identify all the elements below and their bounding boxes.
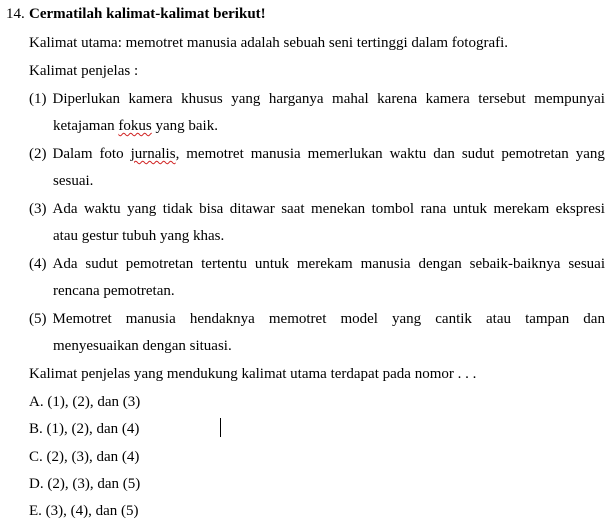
word: foto bbox=[99, 146, 124, 162]
word: tersebut bbox=[478, 91, 526, 107]
item-3-number: (3) bbox=[29, 201, 47, 217]
word: bisa bbox=[199, 201, 224, 217]
word: jurnalis, bbox=[130, 146, 180, 162]
word: yang bbox=[231, 91, 261, 107]
word: tombol bbox=[371, 201, 415, 217]
word: sudut bbox=[461, 146, 495, 162]
item-2-text bbox=[53, 145, 606, 163]
word: yang bbox=[127, 201, 157, 217]
word: ditawar bbox=[229, 201, 275, 217]
word: kamera bbox=[128, 91, 173, 107]
item-4-line-1 bbox=[29, 255, 605, 273]
question-prompt: Kalimat penjelas yang mendukung kalimat utama terdapat pada nomor . . . bbox=[29, 366, 477, 382]
item-4-text bbox=[53, 255, 606, 273]
word: tertentu bbox=[201, 256, 247, 272]
word: merekam bbox=[296, 256, 353, 272]
word: sudut bbox=[85, 256, 118, 272]
word: ekspresi bbox=[555, 201, 605, 217]
item-1-text bbox=[53, 90, 606, 108]
item-1-line-2-before: ketajaman bbox=[53, 118, 119, 134]
word: model bbox=[340, 311, 378, 327]
word: cantik bbox=[435, 311, 472, 327]
word: dengan bbox=[418, 256, 462, 272]
item-1-line-2-after: yang baik. bbox=[151, 118, 218, 134]
spellcheck-flagged-word[interactable]: fokus bbox=[118, 118, 152, 134]
word: mahal bbox=[332, 91, 369, 107]
option-a[interactable]: A. (1), (2), dan (3) bbox=[29, 394, 141, 410]
word: memotret bbox=[268, 311, 327, 327]
word: rana bbox=[420, 201, 447, 217]
question-title: Cermatilah kalimat-kalimat berikut! bbox=[29, 6, 266, 22]
word: hendaknya bbox=[189, 311, 255, 327]
word: karena bbox=[377, 91, 418, 107]
word: untuk bbox=[254, 256, 289, 272]
item-5-line-2: menyesuaikan dengan situasi. bbox=[53, 338, 232, 354]
item-5-text bbox=[53, 310, 606, 328]
word: memerlukan bbox=[307, 146, 383, 162]
word: Ada bbox=[52, 201, 78, 217]
word: waktu bbox=[389, 146, 427, 162]
word: manusia bbox=[125, 311, 176, 327]
option-b[interactable]: B. (1), (2), dan (4) bbox=[29, 421, 140, 437]
word: waktu bbox=[83, 201, 121, 217]
word: tampan bbox=[525, 311, 570, 327]
word: saat bbox=[281, 201, 305, 217]
item-1-line-1 bbox=[29, 90, 605, 108]
supporting-label: Kalimat penjelas : bbox=[29, 63, 139, 79]
word: Memotret bbox=[52, 311, 112, 327]
item-3-line-2: atau gestur tubuh yang khas. bbox=[53, 228, 225, 244]
question-number: 14. bbox=[6, 6, 25, 22]
item-2-line-2: sesuai. bbox=[53, 173, 94, 189]
spellcheck-flagged-word[interactable]: jurnalis bbox=[130, 146, 176, 162]
word: dan bbox=[433, 146, 455, 162]
option-c[interactable]: C. (2), (3), dan (4) bbox=[29, 449, 140, 465]
word: menekan bbox=[311, 201, 366, 217]
word: yang bbox=[392, 311, 422, 327]
word: manusia bbox=[250, 146, 301, 162]
word: pemotretan bbox=[501, 146, 569, 162]
word: merekam bbox=[493, 201, 550, 217]
item-5-number: (5) bbox=[29, 311, 47, 327]
word: sebaik-baiknya bbox=[469, 256, 561, 272]
word: sesuai bbox=[568, 256, 605, 272]
word: Dalam bbox=[52, 146, 93, 162]
item-1-number: (1) bbox=[29, 91, 47, 107]
item-3-line-1 bbox=[29, 200, 605, 218]
item-3-text bbox=[53, 200, 606, 218]
word: untuk bbox=[452, 201, 487, 217]
word: yang bbox=[575, 146, 605, 162]
word: khusus bbox=[181, 91, 223, 107]
option-e[interactable]: E. (3), (4), dan (5) bbox=[29, 503, 139, 519]
word: pemotretan bbox=[125, 256, 194, 272]
option-d[interactable]: D. (2), (3), dan (5) bbox=[29, 476, 141, 492]
item-2-number: (2) bbox=[29, 146, 47, 162]
item-5-line-1 bbox=[29, 310, 605, 328]
word: dan bbox=[583, 311, 605, 327]
main-sentence: Kalimat utama: memotret manusia adalah sebuah seni tertinggi dalam fotografi. bbox=[29, 35, 509, 51]
word: mempunyai bbox=[534, 91, 605, 107]
word: Diperlukan bbox=[52, 91, 120, 107]
word: Ada bbox=[52, 256, 78, 272]
item-1-line-2 bbox=[53, 117, 218, 135]
word: harganya bbox=[268, 91, 324, 107]
item-4-line-2: rencana pemotretan. bbox=[53, 283, 175, 299]
word: kamera bbox=[425, 91, 470, 107]
word: manusia bbox=[360, 256, 411, 272]
item-4-number: (4) bbox=[29, 256, 47, 272]
word: tidak bbox=[162, 201, 193, 217]
word: atau bbox=[486, 311, 511, 327]
text-cursor bbox=[220, 418, 221, 437]
word: memotret bbox=[186, 146, 244, 162]
item-2-line-1 bbox=[29, 145, 605, 163]
